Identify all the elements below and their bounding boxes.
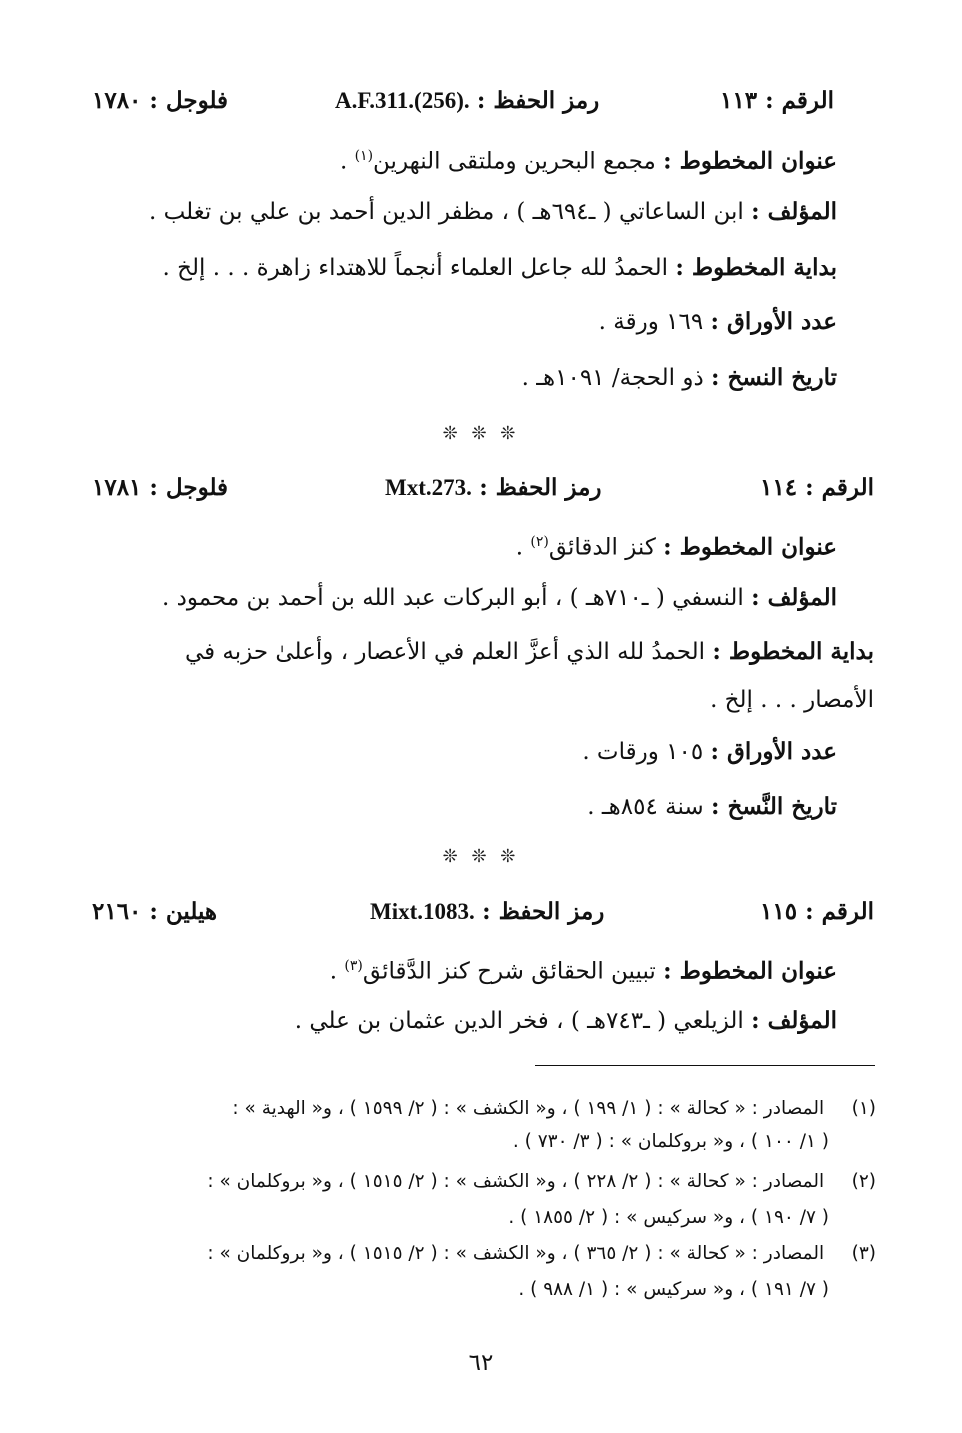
copy-date-value: سنة ٨٥٤هـ . (587, 794, 704, 820)
folios-label: عدد الأوراق : (710, 738, 837, 765)
footnote-ref: (٢) (530, 534, 549, 550)
footnote-1 (232, 1095, 876, 1123)
folios-value: ١٠٥ ورقات . (582, 739, 704, 765)
footnote-1-continuation: ( ١/ ١٠٠ ) ، و« بروكلمان » : ( ٣/ ٧٣٠ ) . (512, 1131, 829, 1152)
incipit-continuation: الأمصار . . . إلخ . (710, 687, 874, 713)
footnote-divider (535, 1065, 875, 1066)
shelfmark-row (370, 897, 604, 927)
footnote-3 (207, 1240, 876, 1268)
folios-label: عدد الأوراق : (710, 308, 837, 335)
shelfmark-label: رمز الحفظ : (476, 87, 600, 114)
title-row: عنوان المخطوط : تبيين الحقائق شرح كنز الدَّقائق$^{(٣)}$ . (329, 957, 837, 985)
author-value: ابن الساعاتي ( ـ٦٩٤هـ ) ، مظفر الدين أحمد بن علي بن تغلب . (148, 199, 744, 225)
folios-row (599, 307, 837, 337)
author-value: النسفي ( ـ٧١٠هـ ) ، أبو البركات عبد الله بن أحمد بن محمود . (161, 585, 744, 611)
shelfmark-row (335, 86, 599, 116)
incipit-row (185, 637, 874, 667)
section-separator: ❊ ❊ ❊ (442, 423, 520, 444)
manuscript-title: تبيين الحقائق شرح كنز الدَّقائق (362, 958, 656, 985)
copy-date-label: تاريخ النسخ : (711, 364, 837, 391)
footnote-text: المصادر : « كحالة » : ( ٢/ ٣٦٥ ) ، و« الكشف » : ( ٢/ ١٥١٥ ) ، و« بروكلمان » : (207, 1243, 825, 1264)
entry-number: الرقم : ١١٤ (760, 474, 874, 501)
shelfmark-code: Mxt.273. (385, 475, 472, 500)
title-label: عنوان المخطوط : (663, 533, 837, 561)
entry-number: الرقم : ١١٣ (720, 87, 834, 114)
collection-number: فلوجل : ١٧٨١ (92, 474, 229, 501)
footnote-number: (١) (851, 1098, 876, 1119)
collection-number: هيلين : ٢١٦٠ (92, 898, 218, 925)
title-row: عنوان المخطوط : كنز الدقائق$^{(٢)}$ . (515, 533, 837, 561)
incipit-row (163, 253, 837, 283)
footnote-2-continuation: ( ٧/ ١٩٠ ) ، و« سركيس » : ( ٢/ ١٨٥٥ ) . (508, 1207, 829, 1228)
footnote-text: المصادر : « كحالة » : ( ٢/ ٢٢٨ ) ، و« الكشف » : ( ٢/ ١٥١٥ ) ، و« بروكلمان » : (207, 1171, 825, 1192)
author-row (149, 197, 837, 227)
incipit-value: الحمدُ لله الذي أعزَّ العلم في الأعصار ، وأعلىٰ حزبه في (184, 639, 706, 665)
copy-date-value: ذو الحجة/ ١٠٩١هـ . (521, 365, 704, 391)
author-row (162, 583, 837, 613)
author-label: المؤلف : (751, 198, 837, 225)
page-number: ٦٢ (468, 1350, 494, 1376)
folios-row (582, 737, 837, 767)
copy-date-row (587, 792, 837, 822)
folios-value: ١٦٩ ورقة . (598, 309, 704, 335)
author-label: المؤلف : (751, 1007, 837, 1034)
footnote-ref: (١) (354, 148, 374, 164)
manuscript-title: مجمع البحرين وملتقى النهرين (373, 148, 656, 175)
author-row (295, 1006, 837, 1036)
collection-number: فلوجل : ١٧٨٠ (92, 87, 229, 114)
shelfmark-label: رمز الحفظ : (482, 898, 605, 925)
copy-date-label: تاريخ النَّسخ : (711, 793, 837, 820)
incipit-label: بداية المخطوط : (712, 638, 874, 665)
copy-date-row (522, 363, 837, 393)
author-label: المؤلف : (751, 584, 837, 611)
footnote-number: (٢) (851, 1171, 876, 1192)
incipit-label: بداية المخطوط : (675, 254, 837, 281)
footnote-ref: (٣) (344, 958, 363, 974)
manuscript-title: كنز الدقائق (548, 534, 656, 561)
author-value: الزيلعي ( ـ٧٤٣هـ ) ، فخر الدين عثمان بن علي . (294, 1008, 744, 1034)
title-label: عنوان المخطوط : (663, 147, 837, 175)
incipit-value: الحمدُ لله جاعل العلماء أنجماً للاهتداء زاهرة . . . إلخ . (162, 255, 669, 281)
title-label: عنوان المخطوط : (663, 957, 837, 985)
section-separator: ❊ ❊ ❊ (442, 846, 520, 867)
shelfmark-label: رمز الحفظ : (479, 474, 602, 501)
shelfmark-code: Mixt.1083. (370, 899, 475, 924)
shelfmark-row (385, 473, 602, 503)
title-row: عنوان المخطوط : مجمع البحرين وملتقى النهرين$^{(١)}$ . (339, 147, 837, 175)
footnote-number: (٣) (851, 1243, 876, 1264)
footnote-2 (207, 1168, 876, 1196)
footnote-3-continuation: ( ٧/ ١٩١ ) ، و« سركيس » : ( ١/ ٩٨٨ ) . (518, 1279, 829, 1300)
footnote-text: المصادر : « كحالة » : ( ١/ ١٩٩ ) ، و« الكشف » : ( ٢/ ١٥٩٩ ) ، و« الهدية » : (232, 1098, 825, 1119)
entry-number: الرقم : ١١٥ (760, 898, 874, 925)
shelfmark-code: A.F.311.(256). (335, 88, 470, 113)
